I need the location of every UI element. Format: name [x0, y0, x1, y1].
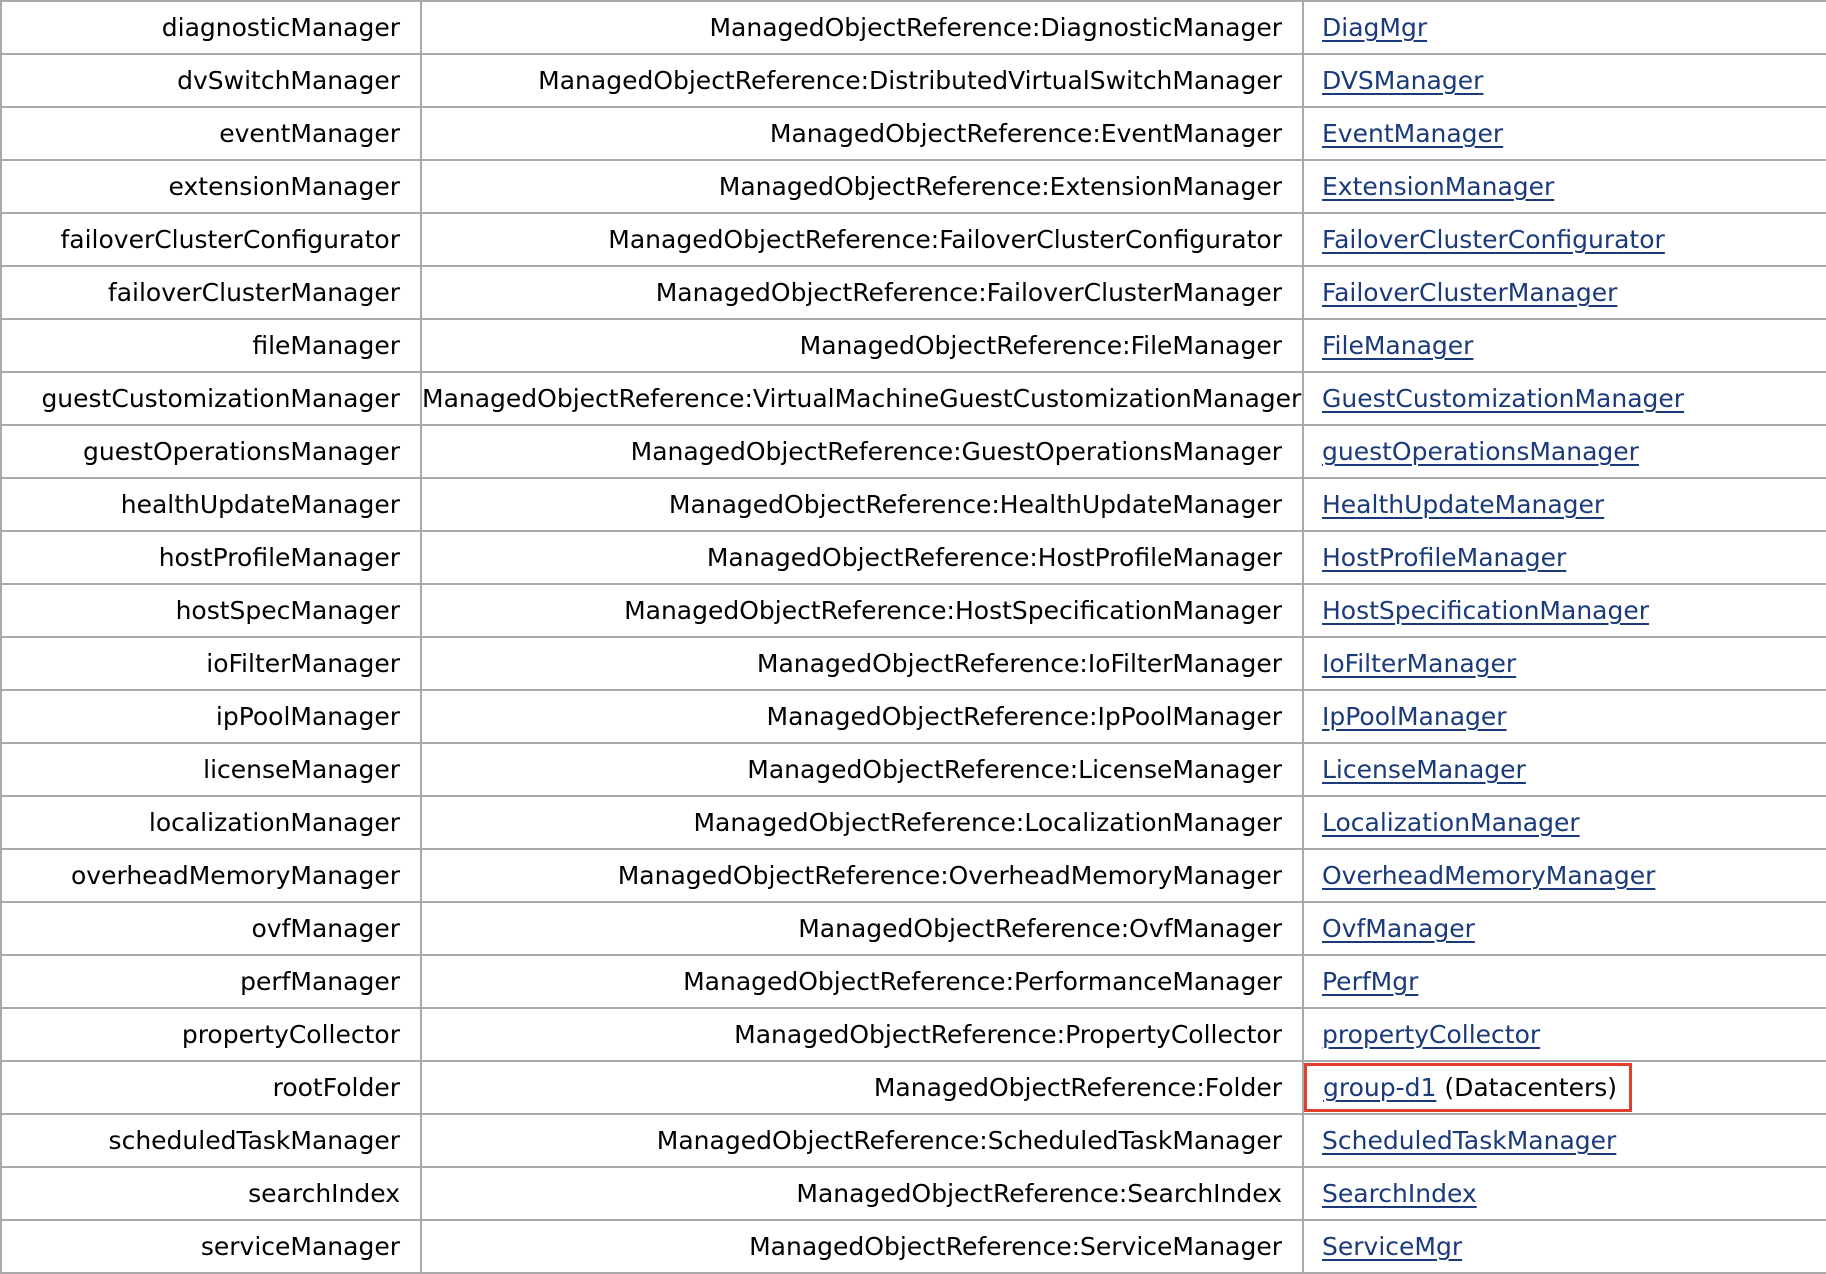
value-wrapper	[1322, 331, 1473, 360]
property-type-cell: ManagedObjectReference:FailoverClusterManager	[421, 266, 1303, 319]
property-value-cell	[1303, 796, 1826, 849]
value-wrapper	[1322, 1232, 1462, 1261]
property-value-cell	[1303, 955, 1826, 1008]
property-type-cell: ManagedObjectReference:IpPoolManager	[421, 690, 1303, 743]
property-name-cell: ipPoolManager	[1, 690, 421, 743]
property-value-cell	[1303, 107, 1826, 160]
value-link[interactable]: IoFilterManager	[1322, 649, 1517, 678]
properties-table-body	[1, 1, 1826, 1273]
property-type-cell: ManagedObjectReference:HostSpecificationManager	[421, 584, 1303, 637]
property-type-cell: ManagedObjectReference:Folder	[421, 1061, 1303, 1114]
property-name-cell: perfManager	[1, 955, 421, 1008]
property-value-cell	[1303, 637, 1826, 690]
property-name-cell: fileManager	[1, 319, 421, 372]
table-row	[1, 902, 1826, 955]
value-wrapper	[1322, 755, 1526, 784]
value-wrapper	[1322, 384, 1684, 413]
value-link[interactable]: HealthUpdateManager	[1322, 490, 1605, 519]
property-value-cell	[1303, 160, 1826, 213]
value-wrapper	[1322, 543, 1566, 572]
table-row	[1, 743, 1826, 796]
property-name-cell: failoverClusterConfigurator	[1, 213, 421, 266]
property-name-cell: propertyCollector	[1, 1008, 421, 1061]
value-link[interactable]: ExtensionManager	[1322, 172, 1555, 201]
property-name-cell: ovfManager	[1, 902, 421, 955]
property-name-cell: overheadMemoryManager	[1, 849, 421, 902]
property-type-cell: ManagedObjectReference:OverheadMemoryManager	[421, 849, 1303, 902]
value-link[interactable]: FileManager	[1322, 331, 1474, 360]
value-wrapper	[1322, 490, 1604, 519]
property-type-cell: ManagedObjectReference:GuestOperationsManager	[421, 425, 1303, 478]
value-wrapper	[1322, 861, 1655, 890]
property-name-cell: guestOperationsManager	[1, 425, 421, 478]
property-name-cell: extensionManager	[1, 160, 421, 213]
property-value-cell	[1303, 54, 1826, 107]
property-name-cell: eventManager	[1, 107, 421, 160]
property-value-cell	[1303, 743, 1826, 796]
value-link[interactable]: ScheduledTaskManager	[1322, 1126, 1617, 1155]
property-name-cell: hostSpecManager	[1, 584, 421, 637]
property-value-cell	[1303, 213, 1826, 266]
value-wrapper	[1322, 967, 1418, 996]
table-row	[1, 796, 1826, 849]
table-row	[1, 213, 1826, 266]
value-suffix: (Datacenters)	[1444, 1073, 1618, 1102]
value-wrapper	[1322, 596, 1649, 625]
value-link[interactable]: IpPoolManager	[1322, 702, 1507, 731]
table-row	[1, 1114, 1826, 1167]
property-name-cell: failoverClusterManager	[1, 266, 421, 319]
table-row	[1, 1061, 1826, 1114]
property-type-cell: ManagedObjectReference:LicenseManager	[421, 743, 1303, 796]
property-type-cell: ManagedObjectReference:IoFilterManager	[421, 637, 1303, 690]
property-type-cell: ManagedObjectReference:HostProfileManager	[421, 531, 1303, 584]
value-link[interactable]: HostProfileManager	[1322, 543, 1567, 572]
value-link[interactable]: HostSpecificationManager	[1322, 596, 1650, 625]
table-row	[1, 955, 1826, 1008]
property-value-cell	[1303, 266, 1826, 319]
value-link[interactable]: DVSManager	[1322, 66, 1484, 95]
property-value-cell	[1303, 1, 1826, 54]
property-value-cell	[1303, 478, 1826, 531]
property-type-cell: ManagedObjectReference:ServiceManager	[421, 1220, 1303, 1273]
value-wrapper	[1322, 172, 1554, 201]
value-link[interactable]: GuestCustomizationManager	[1322, 384, 1685, 413]
value-link[interactable]: EventManager	[1322, 119, 1504, 148]
property-value-cell	[1303, 1220, 1826, 1273]
value-link[interactable]: group-d1	[1323, 1073, 1437, 1102]
property-type-cell: ManagedObjectReference:OvfManager	[421, 902, 1303, 955]
property-value-cell	[1303, 319, 1826, 372]
value-wrapper	[1322, 66, 1483, 95]
value-wrapper	[1322, 914, 1475, 943]
table-row	[1, 690, 1826, 743]
table-row	[1, 1008, 1826, 1061]
value-wrapper	[1322, 649, 1516, 678]
property-name-cell: localizationManager	[1, 796, 421, 849]
property-name-cell: guestCustomizationManager	[1, 372, 421, 425]
value-wrapper	[1322, 1126, 1616, 1155]
property-type-cell: ManagedObjectReference:SearchIndex	[421, 1167, 1303, 1220]
table-row	[1, 107, 1826, 160]
property-value-cell	[1303, 902, 1826, 955]
property-value-cell	[1303, 1008, 1826, 1061]
table-row	[1, 425, 1826, 478]
property-type-cell: ManagedObjectReference:HealthUpdateManager	[421, 478, 1303, 531]
table-row	[1, 372, 1826, 425]
value-link[interactable]: FailoverClusterConfigurator	[1322, 225, 1665, 254]
value-wrapper	[1322, 702, 1507, 731]
value-wrapper	[1322, 225, 1665, 254]
table-row	[1, 319, 1826, 372]
table-row	[1, 54, 1826, 107]
property-type-cell: ManagedObjectReference:DistributedVirtualSwitchManager	[421, 54, 1303, 107]
property-value-cell	[1303, 1061, 1826, 1114]
property-type-cell: ManagedObjectReference:VirtualMachineGuestCustomizationManager	[421, 372, 1303, 425]
property-type-cell: ManagedObjectReference:FailoverClusterConfigurator	[421, 213, 1303, 266]
property-name-cell: diagnosticManager	[1, 1, 421, 54]
property-value-cell	[1303, 1167, 1826, 1220]
value-link[interactable]: OverheadMemoryManager	[1322, 861, 1656, 890]
property-type-cell: ManagedObjectReference:EventManager	[421, 107, 1303, 160]
value-wrapper	[1322, 278, 1617, 307]
value-link[interactable]: ServiceMgr	[1322, 1232, 1463, 1261]
property-value-cell	[1303, 849, 1826, 902]
property-name-cell: ioFilterManager	[1, 637, 421, 690]
value-wrapper	[1322, 1020, 1540, 1049]
property-type-cell: ManagedObjectReference:LocalizationManager	[421, 796, 1303, 849]
value-link[interactable]: PerfMgr	[1322, 967, 1419, 996]
property-value-cell	[1303, 584, 1826, 637]
property-value-cell	[1303, 690, 1826, 743]
value-wrapper	[1322, 1179, 1477, 1208]
property-name-cell: licenseManager	[1, 743, 421, 796]
property-type-cell: ManagedObjectReference:PropertyCollector	[421, 1008, 1303, 1061]
property-name-cell: hostProfileManager	[1, 531, 421, 584]
table-row	[1, 266, 1826, 319]
property-value-cell	[1303, 372, 1826, 425]
value-link[interactable]: LicenseManager	[1322, 755, 1526, 784]
value-wrapper	[1322, 437, 1639, 466]
value-wrapper	[1322, 119, 1503, 148]
value-link[interactable]: OvfManager	[1322, 914, 1475, 943]
table-row	[1, 478, 1826, 531]
table-row	[1, 1167, 1826, 1220]
property-type-cell: ManagedObjectReference:FileManager	[421, 319, 1303, 372]
table-row	[1, 637, 1826, 690]
property-value-cell	[1303, 1114, 1826, 1167]
table-row	[1, 849, 1826, 902]
value-link[interactable]: FailoverClusterManager	[1322, 278, 1618, 307]
property-name-cell: serviceManager	[1, 1220, 421, 1273]
table-row	[1, 1220, 1826, 1273]
property-name-cell: healthUpdateManager	[1, 478, 421, 531]
value-link[interactable]: DiagMgr	[1322, 13, 1428, 42]
value-link[interactable]: guestOperationsManager	[1322, 437, 1639, 466]
value-link[interactable]: LocalizationManager	[1322, 808, 1580, 837]
highlight-box	[1304, 1063, 1632, 1112]
table-row	[1, 531, 1826, 584]
value-wrapper	[1322, 13, 1427, 42]
table-row	[1, 160, 1826, 213]
property-name-cell: rootFolder	[1, 1061, 421, 1114]
property-type-cell: ManagedObjectReference:ScheduledTaskManager	[421, 1114, 1303, 1167]
property-value-cell	[1303, 425, 1826, 478]
property-type-cell: ManagedObjectReference:ExtensionManager	[421, 160, 1303, 213]
value-link[interactable]: SearchIndex	[1322, 1179, 1477, 1208]
property-name-cell: scheduledTaskManager	[1, 1114, 421, 1167]
value-link[interactable]: propertyCollector	[1322, 1020, 1541, 1049]
property-value-cell	[1303, 531, 1826, 584]
value-wrapper	[1322, 808, 1580, 837]
table-row	[1, 584, 1826, 637]
property-name-cell: dvSwitchManager	[1, 54, 421, 107]
property-type-cell: ManagedObjectReference:DiagnosticManager	[421, 1, 1303, 54]
property-name-cell: searchIndex	[1, 1167, 421, 1220]
property-type-cell: ManagedObjectReference:PerformanceManager	[421, 955, 1303, 1008]
table-row	[1, 1, 1826, 54]
